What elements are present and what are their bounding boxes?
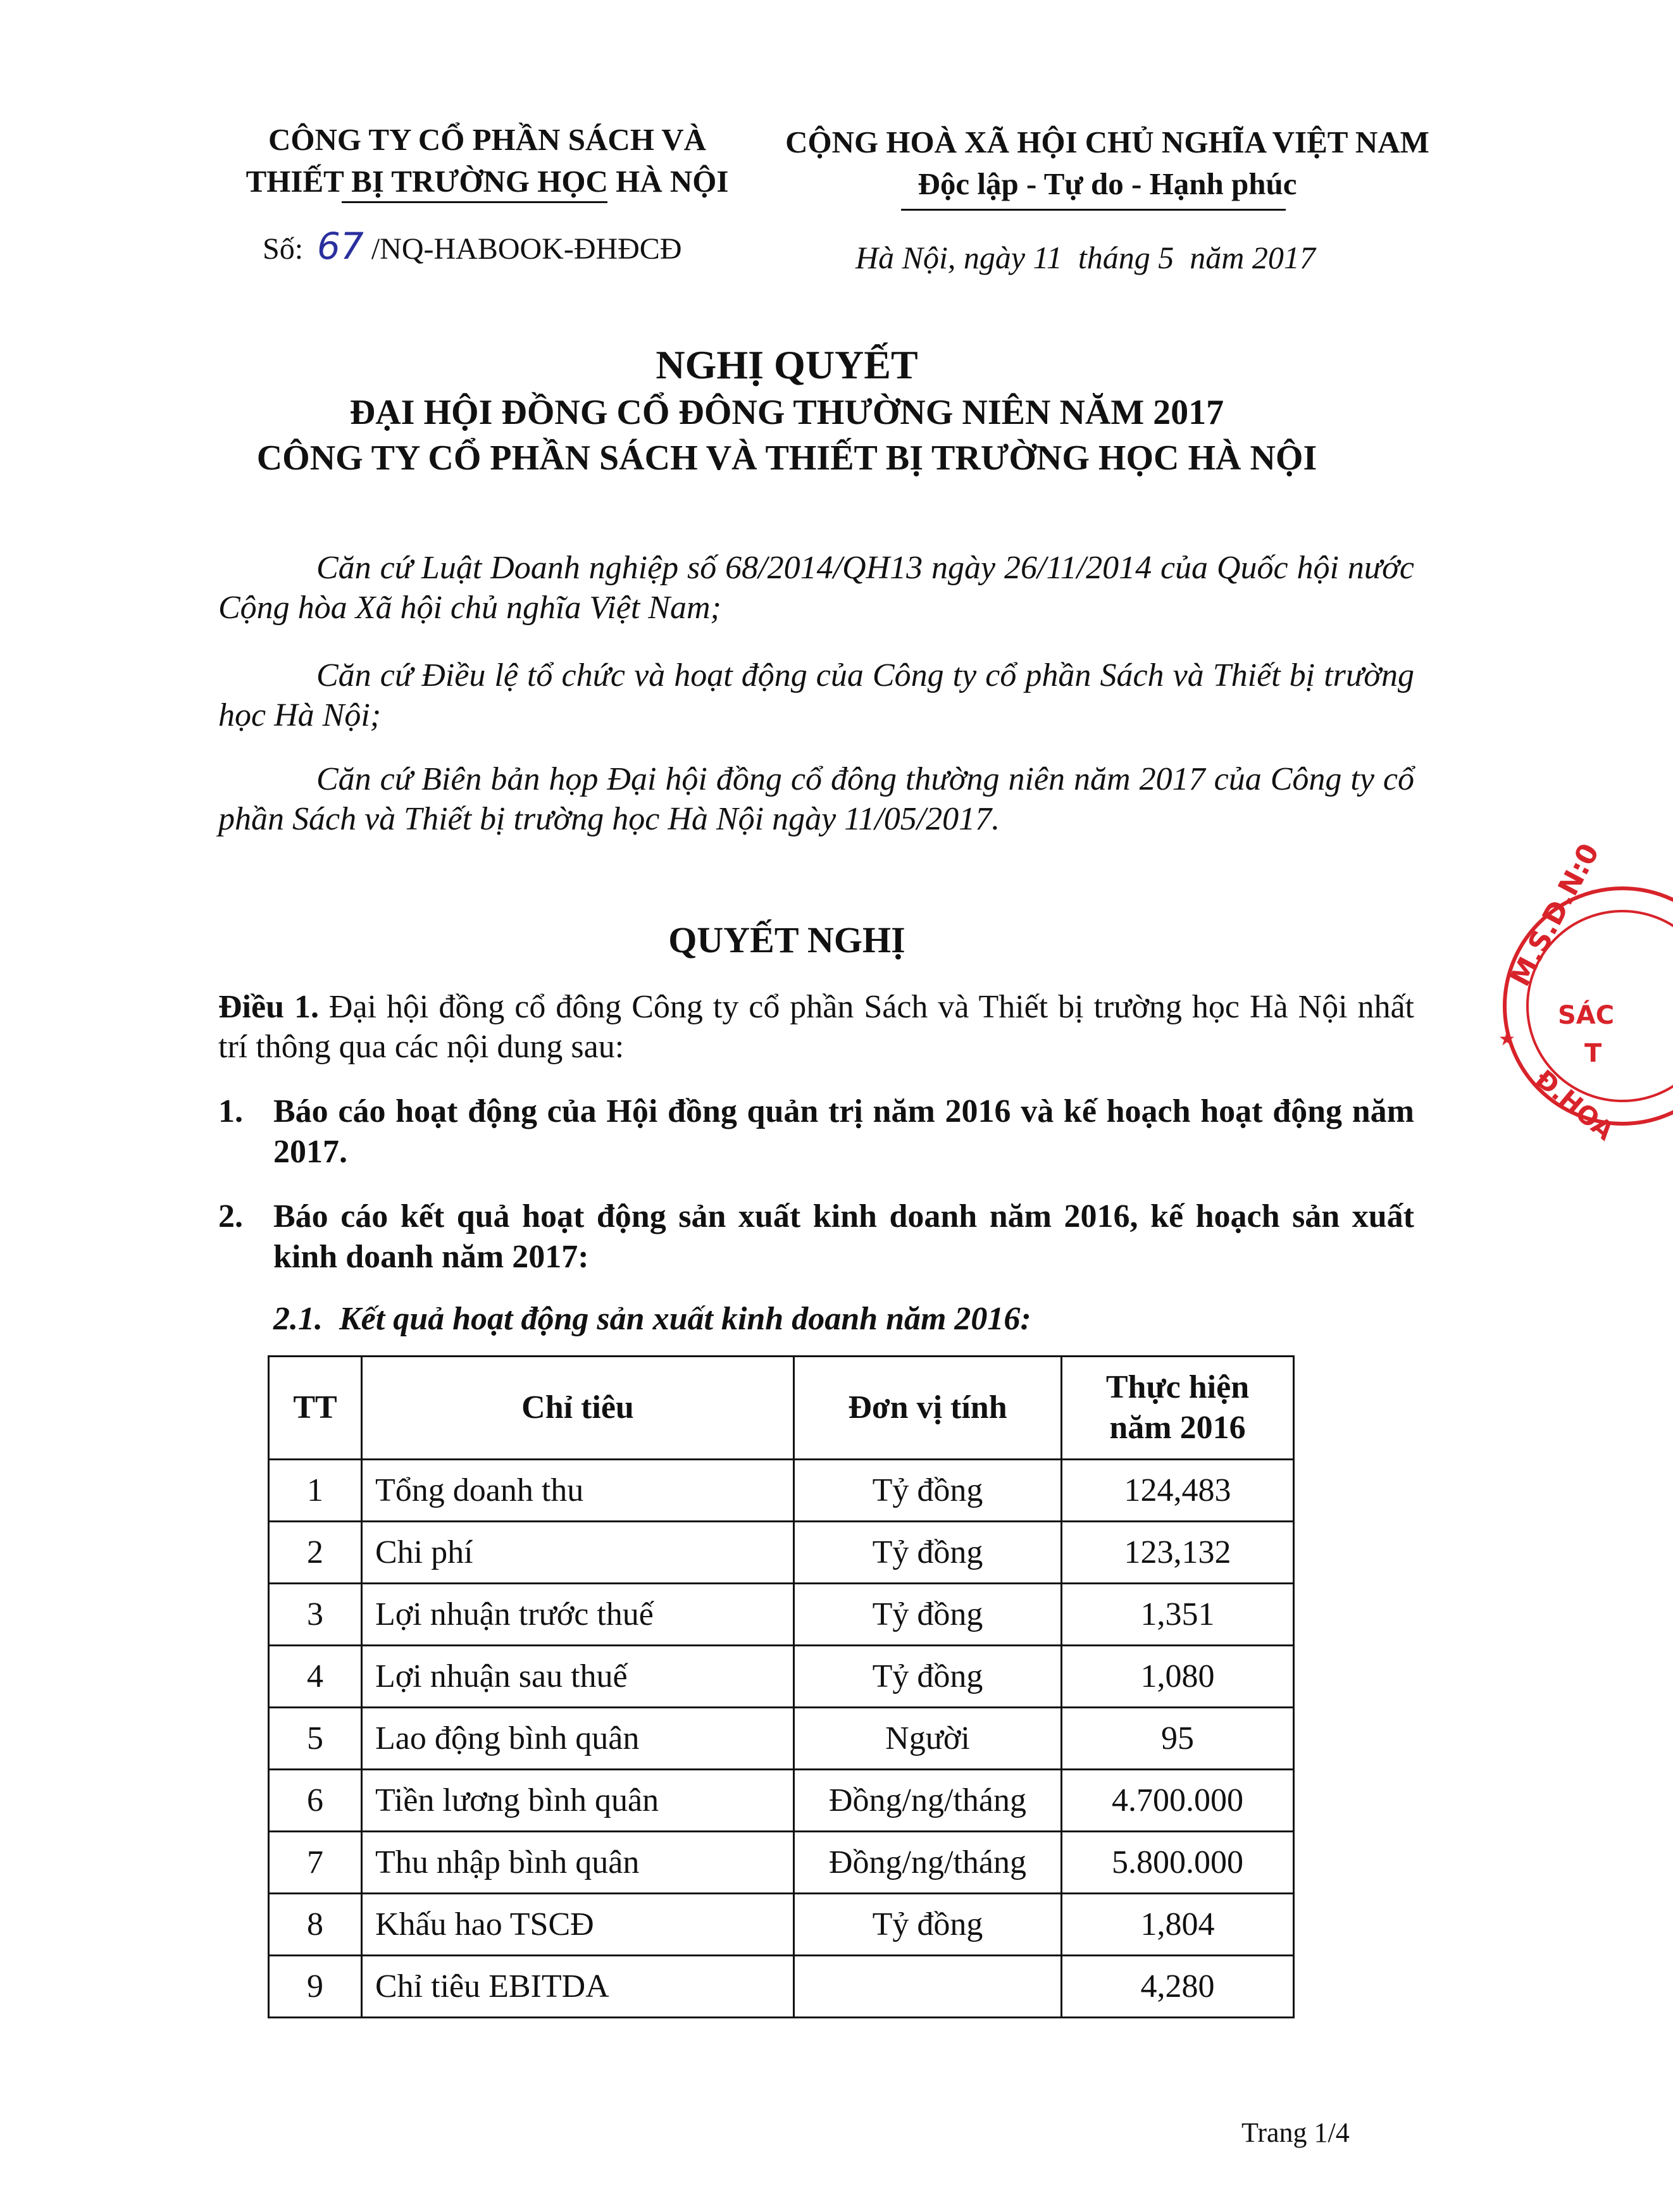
basis-3 (218, 759, 1414, 839)
document-number (263, 225, 681, 268)
cell-value: 4,280 (1062, 1956, 1294, 2018)
stamp-text-bottom: Đ.HOA (1529, 1064, 1620, 1146)
stamp-star-icon: ★ (1498, 1028, 1515, 1050)
number-label: Số: (263, 232, 304, 266)
table-row (269, 1894, 1294, 1956)
cell-tt: 4 (269, 1646, 362, 1708)
doc-subtitle-2: CÔNG TY CỔ PHẦN SÁCH VÀ THIẾT BỊ TRƯỜNG HỌC HÀ NỘI (256, 438, 1317, 478)
cell-indicator: Lợi nhuận trước thuế (362, 1584, 794, 1646)
cell-tt: 7 (269, 1832, 362, 1894)
stamp-text-mid1: SÁC (1558, 1001, 1615, 1030)
cell-indicator: Khấu hao TSCĐ (362, 1894, 794, 1956)
page-number: Trang 1/4 (1241, 2117, 1350, 2148)
cell-unit: Đồng/ng/tháng (794, 1770, 1062, 1832)
cell-indicator: Lao động bình quân (362, 1708, 794, 1770)
cell-indicator: Thu nhập bình quân (362, 1832, 794, 1894)
article-1 (218, 987, 1414, 1067)
company-seal-stamp (1490, 838, 1673, 1146)
table-row (269, 1584, 1294, 1646)
stamp-text-top: M.S.D.N:0 (1503, 838, 1606, 992)
basis-2-text: Căn cứ Điều lệ tổ chức và hoạt động của Công ty cổ phần Sách và Thiết bị trường học Hà Nội; (218, 657, 1414, 733)
cell-tt: 5 (269, 1708, 362, 1770)
cell-value: 1,351 (1062, 1584, 1294, 1646)
article-1-text: Đại hội đồng cổ đông Công ty cổ phần Sách và Thiết bị trường học Hà Nội nhất trí thông qua các nội dung sau: (218, 989, 1414, 1065)
basis-2 (218, 656, 1414, 735)
basis-1 (218, 548, 1414, 628)
item-2-number: 2. (218, 1198, 243, 1234)
cell-unit (794, 1956, 1062, 2018)
cell-tt: 6 (269, 1770, 362, 1832)
table-row (269, 1522, 1294, 1584)
cell-tt: 8 (269, 1894, 362, 1956)
nation-motto: Độc lập - Tự do - Hạnh phúc (917, 166, 1297, 201)
table-row (269, 1460, 1294, 1522)
table-row (269, 1832, 1294, 1894)
cell-value: 4.700.000 (1062, 1770, 1294, 1832)
cell-unit: Tỷ đồng (794, 1460, 1062, 1522)
cell-indicator: Tổng doanh thu (362, 1460, 794, 1522)
subsection-2-1: 2.1. Kết quả hoạt động sản xuất kinh doanh năm 2016: (273, 1301, 1031, 1337)
doc-title: NGHỊ QUYẾT (656, 342, 918, 387)
cell-indicator: Tiền lương bình quân (362, 1770, 794, 1832)
cell-indicator: Chỉ tiêu EBITDA (362, 1956, 794, 2018)
number-handwritten: 67 (317, 225, 364, 268)
cell-unit: Tỷ đồng (794, 1584, 1062, 1646)
company-name (215, 119, 759, 202)
motto-underline (901, 209, 1286, 211)
col-header-tt: TT (269, 1357, 362, 1460)
table-header-row (269, 1357, 1294, 1460)
col-header-actual-2016: Thực hiện năm 2016 (1062, 1357, 1294, 1460)
cell-unit: Đồng/ng/tháng (794, 1832, 1062, 1894)
basis-3-text: Căn cứ Biên bản họp Đại hội đồng cổ đông thường niên năm 2017 của Công ty cổ phần Sách và Thiết bị trường học Hà Nội ngày 11/05/2017. (218, 761, 1414, 837)
cell-indicator: Lợi nhuận sau thuế (362, 1646, 794, 1708)
cell-unit: Tỷ đồng (794, 1894, 1062, 1956)
cell-tt: 2 (269, 1522, 362, 1584)
cell-value: 124,483 (1062, 1460, 1294, 1522)
table-row (269, 1770, 1294, 1832)
col-header-unit: Đơn vị tính (794, 1357, 1062, 1460)
table-row (269, 1646, 1294, 1708)
cell-unit: Tỷ đồng (794, 1522, 1062, 1584)
resolution-heading: QUYẾT NGHỊ (668, 919, 905, 960)
cell-value: 5.800.000 (1062, 1832, 1294, 1894)
item-1-text: Báo cáo hoạt động của Hội đồng quản trị năm 2016 và kế hoạch hoạt động năm 2017. (273, 1093, 1414, 1170)
cell-tt: 9 (269, 1956, 362, 2018)
nation-line1: CỘNG HOÀ XÃ HỘI CHỦ NGHĨA VIỆT NAM (785, 125, 1429, 159)
item-1-number: 1. (218, 1093, 243, 1129)
place-date: Hà Nội, ngày 11 tháng 5 năm 2017 (855, 240, 1315, 275)
cell-unit: Người (794, 1708, 1062, 1770)
cell-unit: Tỷ đồng (794, 1646, 1062, 1708)
doc-subtitle-1: ĐẠI HỘI ĐỒNG CỔ ĐÔNG THƯỜNG NIÊN NĂM 2017 (349, 393, 1224, 432)
national-header (766, 121, 1449, 205)
company-underline (342, 201, 607, 203)
cell-value: 95 (1062, 1708, 1294, 1770)
cell-value: 123,132 (1062, 1522, 1294, 1584)
basis-1-text: Căn cứ Luật Doanh nghiệp số 68/2014/QH13 ngày 26/11/2014 của Quốc hội nước Cộng hòa Xã hội chủ nghĩa Việt Nam; (218, 550, 1414, 626)
cell-indicator: Chi phí (362, 1522, 794, 1584)
stamp-text-mid2: T (1584, 1039, 1602, 1068)
cell-value: 1,804 (1062, 1894, 1294, 1956)
cell-tt: 1 (269, 1460, 362, 1522)
col-header-indicator: Chỉ tiêu (362, 1357, 794, 1460)
cell-value: 1,080 (1062, 1646, 1294, 1708)
table-row (269, 1708, 1294, 1770)
results-table (268, 1355, 1295, 2018)
cell-tt: 3 (269, 1584, 362, 1646)
table-row (269, 1956, 1294, 2018)
item-2-text: Báo cáo kết quả hoạt động sản xuất kinh doanh năm 2016, kế hoạch sản xuất kinh doanh năm 2017: (273, 1198, 1414, 1275)
company-name-line2: THIẾT BỊ TRƯỜNG HỌC HÀ NỘI (246, 164, 729, 199)
company-name-line1: CÔNG TY CỔ PHẦN SÁCH VÀ (268, 122, 706, 157)
article-1-label: Điều 1. (218, 989, 319, 1025)
number-code: /NQ-HABOOK-ĐHĐCĐ (371, 232, 682, 266)
